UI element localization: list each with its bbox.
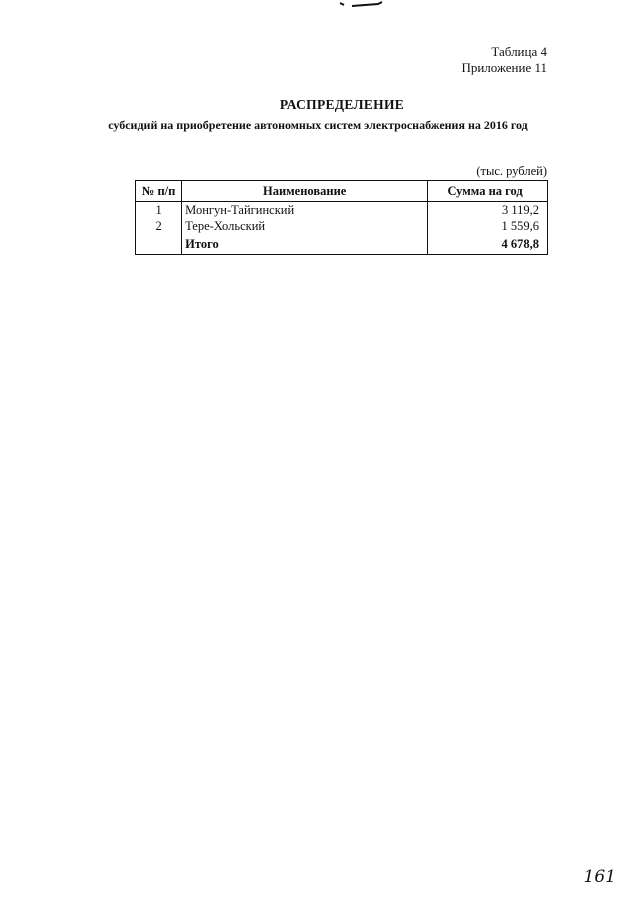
units-note: (тыс. рублей) <box>476 164 547 178</box>
table-row <box>136 218 548 234</box>
page-number: 161 <box>583 867 616 887</box>
row-sum: 3 119,2 <box>428 202 548 219</box>
total-sum: 4 678,8 <box>428 234 548 255</box>
row-sum: 1 559,6 <box>428 218 548 234</box>
table-row <box>136 202 548 219</box>
table-reference <box>461 44 547 76</box>
column-header-number: № п/п <box>136 181 182 202</box>
column-header-sum: Сумма на год <box>428 181 548 202</box>
distribution-table <box>135 180 548 255</box>
table-header-row <box>136 181 548 202</box>
total-label: Итого <box>182 234 428 255</box>
document-subtitle: субсидий на приобретение автономных систем электроснабжения на 2016 год <box>108 118 528 132</box>
total-row <box>136 234 548 255</box>
row-number: 2 <box>136 218 182 234</box>
column-header-name: Наименование <box>182 181 428 202</box>
row-number: 1 <box>136 202 182 219</box>
table-label: Таблица 4 <box>491 44 547 59</box>
document-title: РАСПРЕДЕЛЕНИЕ <box>279 97 405 112</box>
row-name: Тере-Хольский <box>182 218 428 234</box>
scan-artifact-mark <box>338 0 386 8</box>
total-number <box>136 234 182 255</box>
row-name: Монгун-Тайгинский <box>182 202 428 219</box>
appendix-label: Приложение 11 <box>461 60 547 75</box>
